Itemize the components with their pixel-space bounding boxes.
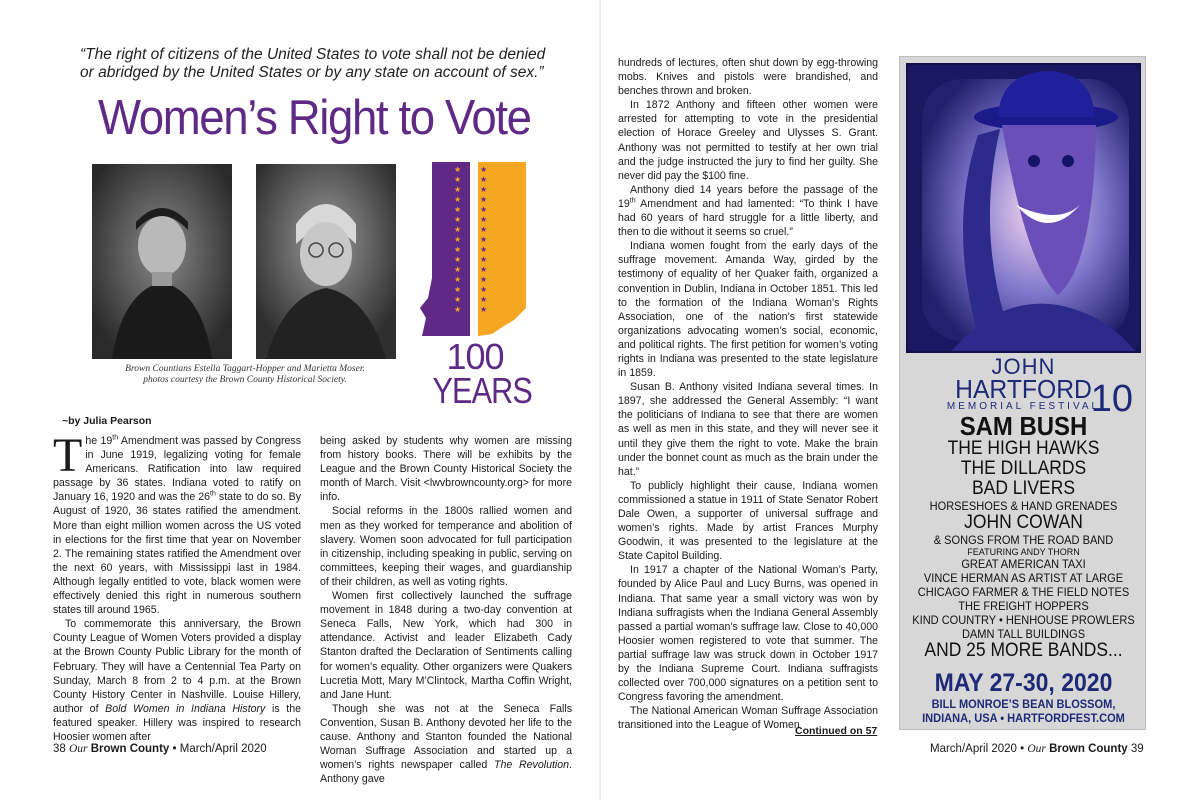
- ad-lineup-act: THE DILLARDS: [960, 458, 1087, 479]
- svg-text:★: ★: [480, 275, 488, 284]
- photo-marietta-moser: [256, 164, 396, 359]
- svg-text:★: ★: [480, 235, 488, 244]
- svg-text:★: ★: [454, 165, 462, 174]
- byline: ~by Julia Pearson: [62, 415, 152, 427]
- svg-text:★: ★: [480, 185, 488, 194]
- text: . Anthony gave: [320, 759, 572, 786]
- ad-lineup-act: KIND COUNTRY • HENHOUSE PROWLERS: [912, 613, 1135, 627]
- svg-text:★: ★: [454, 215, 462, 224]
- issue-date: March/April 2020: [930, 743, 1017, 755]
- ad-lineup-act: DAMN TALL BUILDINGS: [961, 627, 1086, 641]
- svg-text:★: ★: [480, 205, 488, 214]
- issue-date: March/April 2020: [179, 743, 267, 755]
- superscript: th: [629, 197, 636, 205]
- ad-john: JOHN: [991, 354, 1056, 379]
- svg-text:★: ★: [480, 225, 488, 234]
- text: Amendment and had lamented: “To think I have had 60 years of hard struggle for a little liberty, and then to die without it seems so cruel.”: [618, 197, 878, 239]
- svg-text:★: ★: [454, 275, 462, 284]
- svg-text:★: ★: [454, 295, 462, 304]
- ad-lineup: [900, 413, 1147, 661]
- ad-lineup-act: SAM BUSH: [959, 411, 1088, 441]
- ad-hartford: HARTFORD: [955, 374, 1092, 404]
- pull-quote: “The right of citizens of the United States to vote shall not be denied or abridged by the United States or by any state on account of sex.”: [80, 46, 546, 81]
- indiana-map-graphic: [418, 158, 530, 340]
- ad-lineup-act: VINCE HERMAN AS ARTIST AT LARGE: [923, 571, 1124, 585]
- article-title: Women’s Right to Vote: [98, 91, 531, 145]
- page-number: 38: [53, 743, 66, 755]
- text: To commemorate this anniversary, the Brown County League of Women Voters provided a display at the Brown County Public Library for the month of February. They will have a Centennial Tea Party on Sunday, March 8 from 2 to 4 p.m. at the Brown County History Center in Nashville. Louise Hillery, author of: [53, 618, 301, 715]
- page-gutter: [599, 0, 601, 800]
- svg-text:★: ★: [480, 265, 488, 274]
- portrait-illustration: [906, 63, 1141, 353]
- paragraph: [618, 183, 878, 239]
- ad-lineup-act: JOHN COWAN: [964, 512, 1083, 533]
- photo-caption: [100, 364, 390, 386]
- paragraph: [320, 702, 572, 787]
- brand-name: Brown County: [90, 743, 170, 755]
- svg-text:★: ★: [480, 245, 488, 254]
- text: he 19: [85, 435, 113, 447]
- ad-lineup-act: FEATURING ANDY THORN: [967, 547, 1080, 557]
- festival-advertisement[interactable]: [899, 56, 1146, 730]
- superscript: th: [112, 434, 119, 442]
- svg-text:★: ★: [454, 195, 462, 204]
- svg-text:★: ★: [480, 195, 488, 204]
- paragraph: Susan B. Anthony visited Indiana several times. In 1897, she addressed the General Assembly: “I want the politicians of Indiana to see that there are women as well as men in this state, and they will never see it until they give them the right to vote. Make the brain under the bonnet count as much as the brain under the hat.”: [618, 381, 878, 478]
- svg-text:★: ★: [480, 175, 488, 184]
- svg-text:★: ★: [454, 265, 462, 274]
- paragraph: In 1917 a chapter of the National Woman’s Party, founded by Alice Paul and Lucy Burns, was opened in Indiana. That same year a small victory was won by Indiana suffragists when the Indiana General Assembly passed a partial woman’s suffrage law. Close to 40,000 Hoosier women registered to vote that summer. The partial suffrage law was struck down in October 1917 by the Indiana Supreme Court. Indiana suffragists collected over 700,000 signatures on a petition sent to Congress favoring the amendment.: [618, 564, 878, 704]
- paragraph: hundreds of lectures, often shut down by egg-throwing mobs. Knives and pistols were brandished, and benches thrown and broken.: [618, 57, 878, 98]
- paragraph: Indiana women fought from the early days of the suffrage movement. Amanda Way, girded by the testimony of equality of her Quaker faith, organized a convention in Dublin, Indiana in October 1851. This led to the formation of the Indiana Woman’s Rights Association, one of the nation’s first statewide organizations advocating women’s social, economic, and political rights. The first petition for women’s voting rights in Indiana was presented to the state legislature in 1859.: [618, 240, 878, 380]
- paragraph: [53, 617, 301, 744]
- ad-lineup-act: CHICAGO FARMER & THE FIELD NOTES: [917, 585, 1130, 599]
- paragraph: Social reforms in the 1800s rallied women and men as they worked for temperance and abolition of slavery. Women soon advocated for full participation in citizenship, including speaking in public, serving on committees, keeping their wages, and guardianship of their children, as well as voting rights.: [320, 505, 572, 588]
- ad-text: [900, 355, 1147, 725]
- paragraph: To publicly highlight their cause, Indiana women commissioned a statue in 1911 of State Senator Robert Dale Owen, a supporter of universal suffrage and women’s rights. Made by artist Frances Murphy Goodwin, it was presented to the legislature at the State Capitol Building.: [618, 479, 878, 563]
- svg-text:★: ★: [454, 175, 462, 184]
- ad-lineup-act: HORSESHOES & HAND GRENADES: [929, 499, 1118, 513]
- text: Though she was not at the Seneca Falls Convention, Susan B. Anthony devoted her life to the cause. Anthony and Stanton founded the National Woman Suffrage Association and started up a women’s rights newspaper called: [320, 702, 572, 772]
- svg-text:★: ★: [454, 205, 462, 214]
- article-column-1: [53, 429, 302, 744]
- years-word: YEARS: [432, 370, 532, 411]
- svg-text:★: ★: [454, 285, 462, 294]
- book-title: Bold Women in Indiana History: [105, 702, 266, 715]
- ad-location-2: INDIANA, USA • HARTFORDFEST.COM: [922, 711, 1125, 725]
- svg-text:★: ★: [480, 165, 488, 174]
- svg-text:★: ★: [480, 295, 488, 304]
- caption-line-2: photos courtesy the Brown County Historical Society.: [143, 375, 347, 385]
- ad-dates: MAY 27-30, 2020: [934, 669, 1113, 697]
- ad-lineup-act: THE HIGH HAWKS: [947, 438, 1100, 459]
- svg-text:★: ★: [454, 235, 462, 244]
- newspaper-title: The Revolution: [493, 759, 570, 772]
- text: is the featured speaker. Hillery was inspired to research Hoosier women after: [53, 702, 302, 743]
- right-page-footer: March/April 2020 • Our Brown County 39: [930, 743, 1144, 755]
- article-column-3: [618, 56, 878, 733]
- paragraph: The National American Woman Suffrage Association transitioned into the League of Women: [618, 705, 878, 732]
- ad-lineup-act: BAD LIVERS: [972, 478, 1075, 499]
- svg-text:★: ★: [480, 215, 488, 224]
- superscript: th: [210, 490, 216, 498]
- text: Amendment was passed by Congress in June 1919, legalizing voting for female Americans. Ratification into law required passage by 36 states. Indiana voted to ratify on January 16, 1920 and was the 26: [53, 435, 301, 504]
- brand-prefix: Our: [1027, 743, 1046, 755]
- svg-text:★: ★: [480, 285, 488, 294]
- caption-line-1: Brown Countians Estella Taggart-Hopper and Marietta Moser.: [125, 364, 365, 374]
- ad-lineup-act: & SONGS FROM THE ROAD BAND: [933, 533, 1114, 547]
- continued-link[interactable]: Continued on 57: [795, 725, 878, 737]
- drop-cap: T: [53, 429, 83, 482]
- ad-lineup-act: GREAT AMERICAN TAXI: [961, 557, 1086, 571]
- photo-estella-taggart-hopper: [92, 164, 232, 359]
- svg-text:★: ★: [480, 305, 488, 314]
- svg-text:★: ★: [454, 305, 462, 314]
- ad-lineup-act: THE FREIGHT HOPPERS: [958, 599, 1089, 613]
- ad-edition-number: 10: [1090, 378, 1133, 420]
- svg-text:★: ★: [454, 255, 462, 264]
- article-column-2: [320, 434, 572, 786]
- paragraph: In 1872 Anthony and fifteen other women were arrested for attempting to vote in the presidential election of Horace Greeley and Ulysses S. Grant. Anthony was not permitted to testify at her own trial and the judge instructed the jury to find her guilty. She never did pay the $100 fine.: [618, 99, 878, 182]
- ad-location-1: BILL MONROE’S BEAN BLOSSOM,: [931, 697, 1116, 711]
- svg-text:★: ★: [454, 245, 462, 254]
- years-number: 100: [446, 336, 504, 377]
- brand-prefix: Our: [69, 743, 88, 755]
- svg-text:★: ★: [480, 255, 488, 264]
- paragraph: being asked by students why women are missing from history books. There will be exhibits by the League and the Brown County Historical Society the month of March. Visit <lwvbrowncounty.org> for more info.: [320, 435, 572, 504]
- svg-text:★: ★: [454, 185, 462, 194]
- ad-lineup-act: AND 25 MORE BANDS...: [924, 640, 1123, 661]
- paragraph: [53, 429, 301, 617]
- text: Anthony died 14 years before the passage of the 19: [618, 183, 878, 210]
- left-page-footer: 38 Our Brown County • March/April 2020: [53, 743, 267, 755]
- page-number: 39: [1130, 743, 1144, 755]
- text: state to do so. By August of 1920, 36 states ratified the amendment. More than eight million women across the US voted in elections for the first time that year on November 2. The remaining states ratified the Amendment over the next 60 years, with Mississippi last in 1984. Although legally entitled to vote, black women were effectively denied this right in numerous southern states till around 1965.: [53, 491, 301, 617]
- brand-name: Brown County: [1049, 743, 1128, 755]
- ad-memorial-festival: MEMORIAL FESTIVAL: [946, 401, 1101, 412]
- paragraph: Women first collectively launched the suffrage movement in 1848 during a two-day convention at Seneca Falls, New York, which had 300 in attendance. Activist and leader Elizabeth Cady Stanton drafted the Declaration of Sentiments calling for women’s equality. Other organizers were Quakers Lucretia Mott, Mary M’Clintock, Martha Coffin Wright, and Jane Hunt.: [320, 590, 572, 701]
- svg-text:★: ★: [454, 225, 462, 234]
